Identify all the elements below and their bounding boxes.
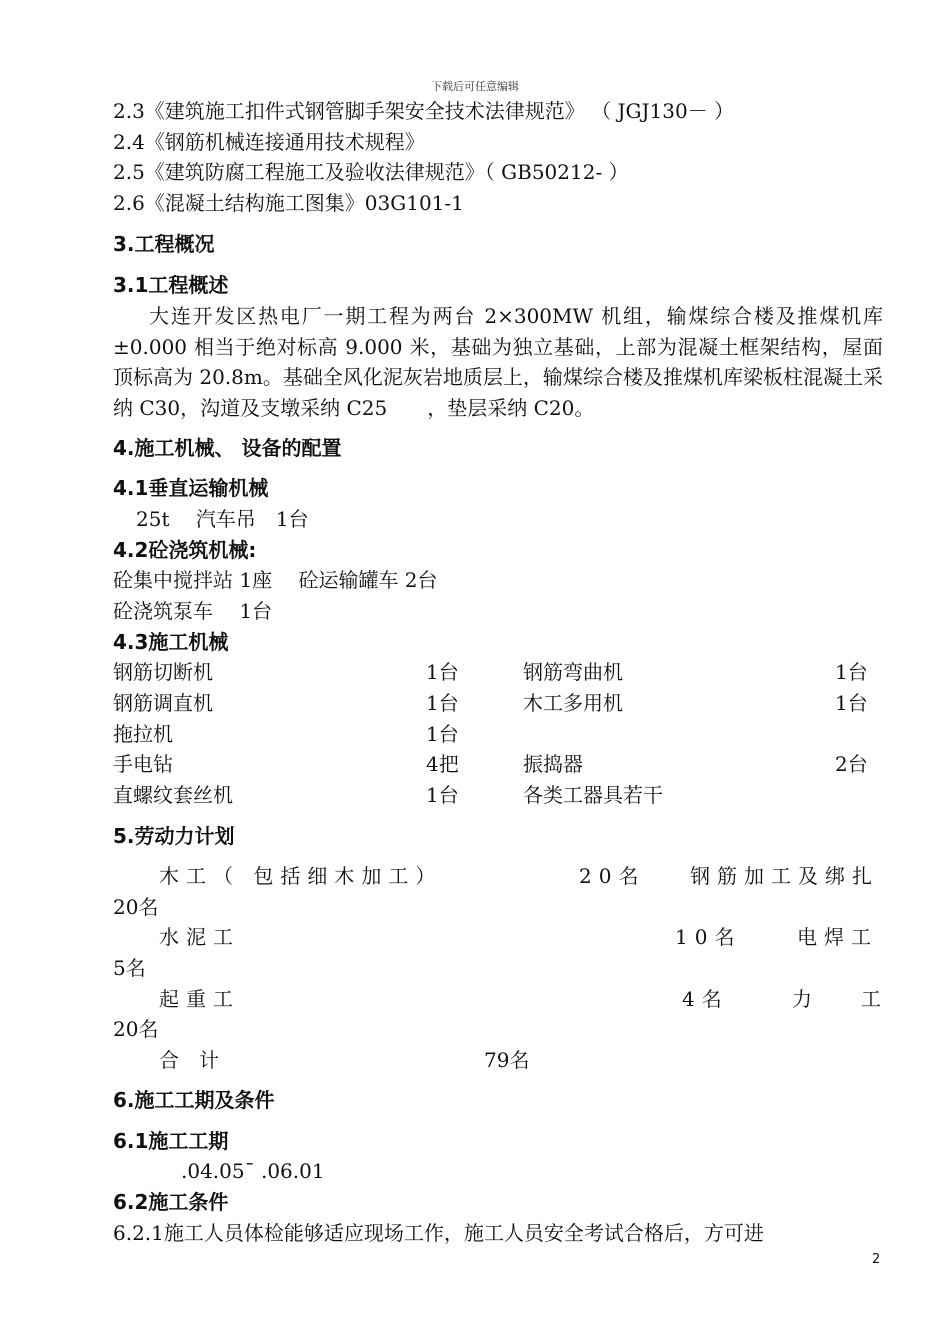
labor-item: 钢筋加工及绑扎	[690, 864, 879, 888]
machine-qty: 1台	[835, 660, 868, 684]
construction-condition-line: 6.2.1施工人员体检能够适应现场工作，施工人员安全考试合格后，方可进	[113, 1221, 764, 1245]
section-3-1-title: 3.1工程概述	[113, 273, 229, 297]
labor-item: 工	[861, 987, 881, 1011]
section-5-title: 5.劳动力计划	[113, 824, 235, 848]
machine-qty: 2台	[835, 752, 868, 776]
section-3-title: 3.工程概况	[113, 232, 215, 256]
section-4-2-title: 4.2砼浇筑机械:	[113, 538, 257, 562]
section-6-title: 6.施工工期及条件	[113, 1088, 275, 1112]
machine-qty: 1台	[426, 783, 459, 807]
machine-name: 钢筋调直机	[113, 691, 213, 715]
labor-item: 力	[792, 987, 812, 1011]
labor-total-label: 合 计	[159, 1048, 219, 1072]
labor-count: 4名	[682, 987, 729, 1011]
project-overview-paragraph: 大连开发区热电厂一期工程为两台 2×300MW 机组，输煤综合楼及推煤机库±0.000 相当于绝对标高 9.000 米，基础为独立基础，上部为混凝土框架结构，屋面顶标高为 20.8m。基础全风化泥灰岩地质层上，输煤综合楼及推煤机库梁板柱混凝土采纳 C30，沟道及支墩采纳 C25 ，垫层采纳 C20。	[113, 304, 883, 420]
reference-2-4: 2.4《钢筋机械连接通用技术规程》	[113, 130, 425, 154]
crane-line: 25t 汽车吊 1台	[136, 507, 309, 531]
concrete-pump-line: 砼浇筑泵车 1台	[113, 599, 273, 623]
machine-name: 各类工器具若干	[523, 783, 663, 807]
machine-qty: 1台	[835, 691, 868, 715]
machine-name: 钢筋弯曲机	[523, 660, 623, 684]
page-header-note: 下载后可任意编辑	[431, 80, 519, 93]
machine-qty: 4把	[426, 752, 459, 776]
labor-count: 20名	[113, 1017, 159, 1041]
labor-item: 水泥工	[159, 925, 240, 949]
section-6-2-title: 6.2施工条件	[113, 1190, 229, 1214]
page-number: 2	[872, 1252, 881, 1267]
reference-2-3: 2.3《建筑施工扣件式钢管脚手架安全技术法律规范》 （ JGJ130－ ）	[113, 99, 735, 123]
labor-item: 电焊工	[797, 925, 878, 949]
labor-count: 20名	[113, 895, 159, 919]
labor-count: 20名	[579, 864, 646, 888]
reference-2-6: 2.6《混凝土结构施工图集》03G101-1	[113, 191, 464, 215]
machine-name: 振捣器	[523, 752, 583, 776]
section-4-3-title: 4.3施工机械	[113, 630, 229, 654]
machine-qty: 1台	[426, 722, 459, 746]
machine-name: 拖拉机	[113, 722, 173, 746]
concrete-mixing-line: 砼集中搅拌站 1座 砼运输罐车 2台	[113, 568, 438, 592]
section-6-1-title: 6.1施工工期	[113, 1129, 229, 1153]
construction-period: .04.05¯ .06.01	[181, 1159, 325, 1183]
labor-count: 10名	[675, 925, 742, 949]
machine-qty: 1台	[426, 660, 459, 684]
labor-total-count: 79名	[484, 1048, 530, 1072]
labor-item: 木工（ 包括细木加工）	[159, 864, 443, 888]
reference-2-5: 2.5《建筑防腐工程施工及验收法律规范》（ GB50212- ）	[113, 160, 629, 184]
section-4-title: 4.施工机械、 设备的配置	[113, 436, 342, 460]
machine-name: 木工多用机	[523, 691, 623, 715]
labor-item: 起重工	[159, 987, 240, 1011]
machine-qty: 1台	[426, 691, 459, 715]
machine-name: 钢筋切断机	[113, 660, 213, 684]
section-4-1-title: 4.1垂直运输机械	[113, 476, 269, 500]
labor-count: 5名	[113, 956, 146, 980]
machine-name: 直螺纹套丝机	[113, 783, 233, 807]
machine-name: 手电钻	[113, 752, 173, 776]
